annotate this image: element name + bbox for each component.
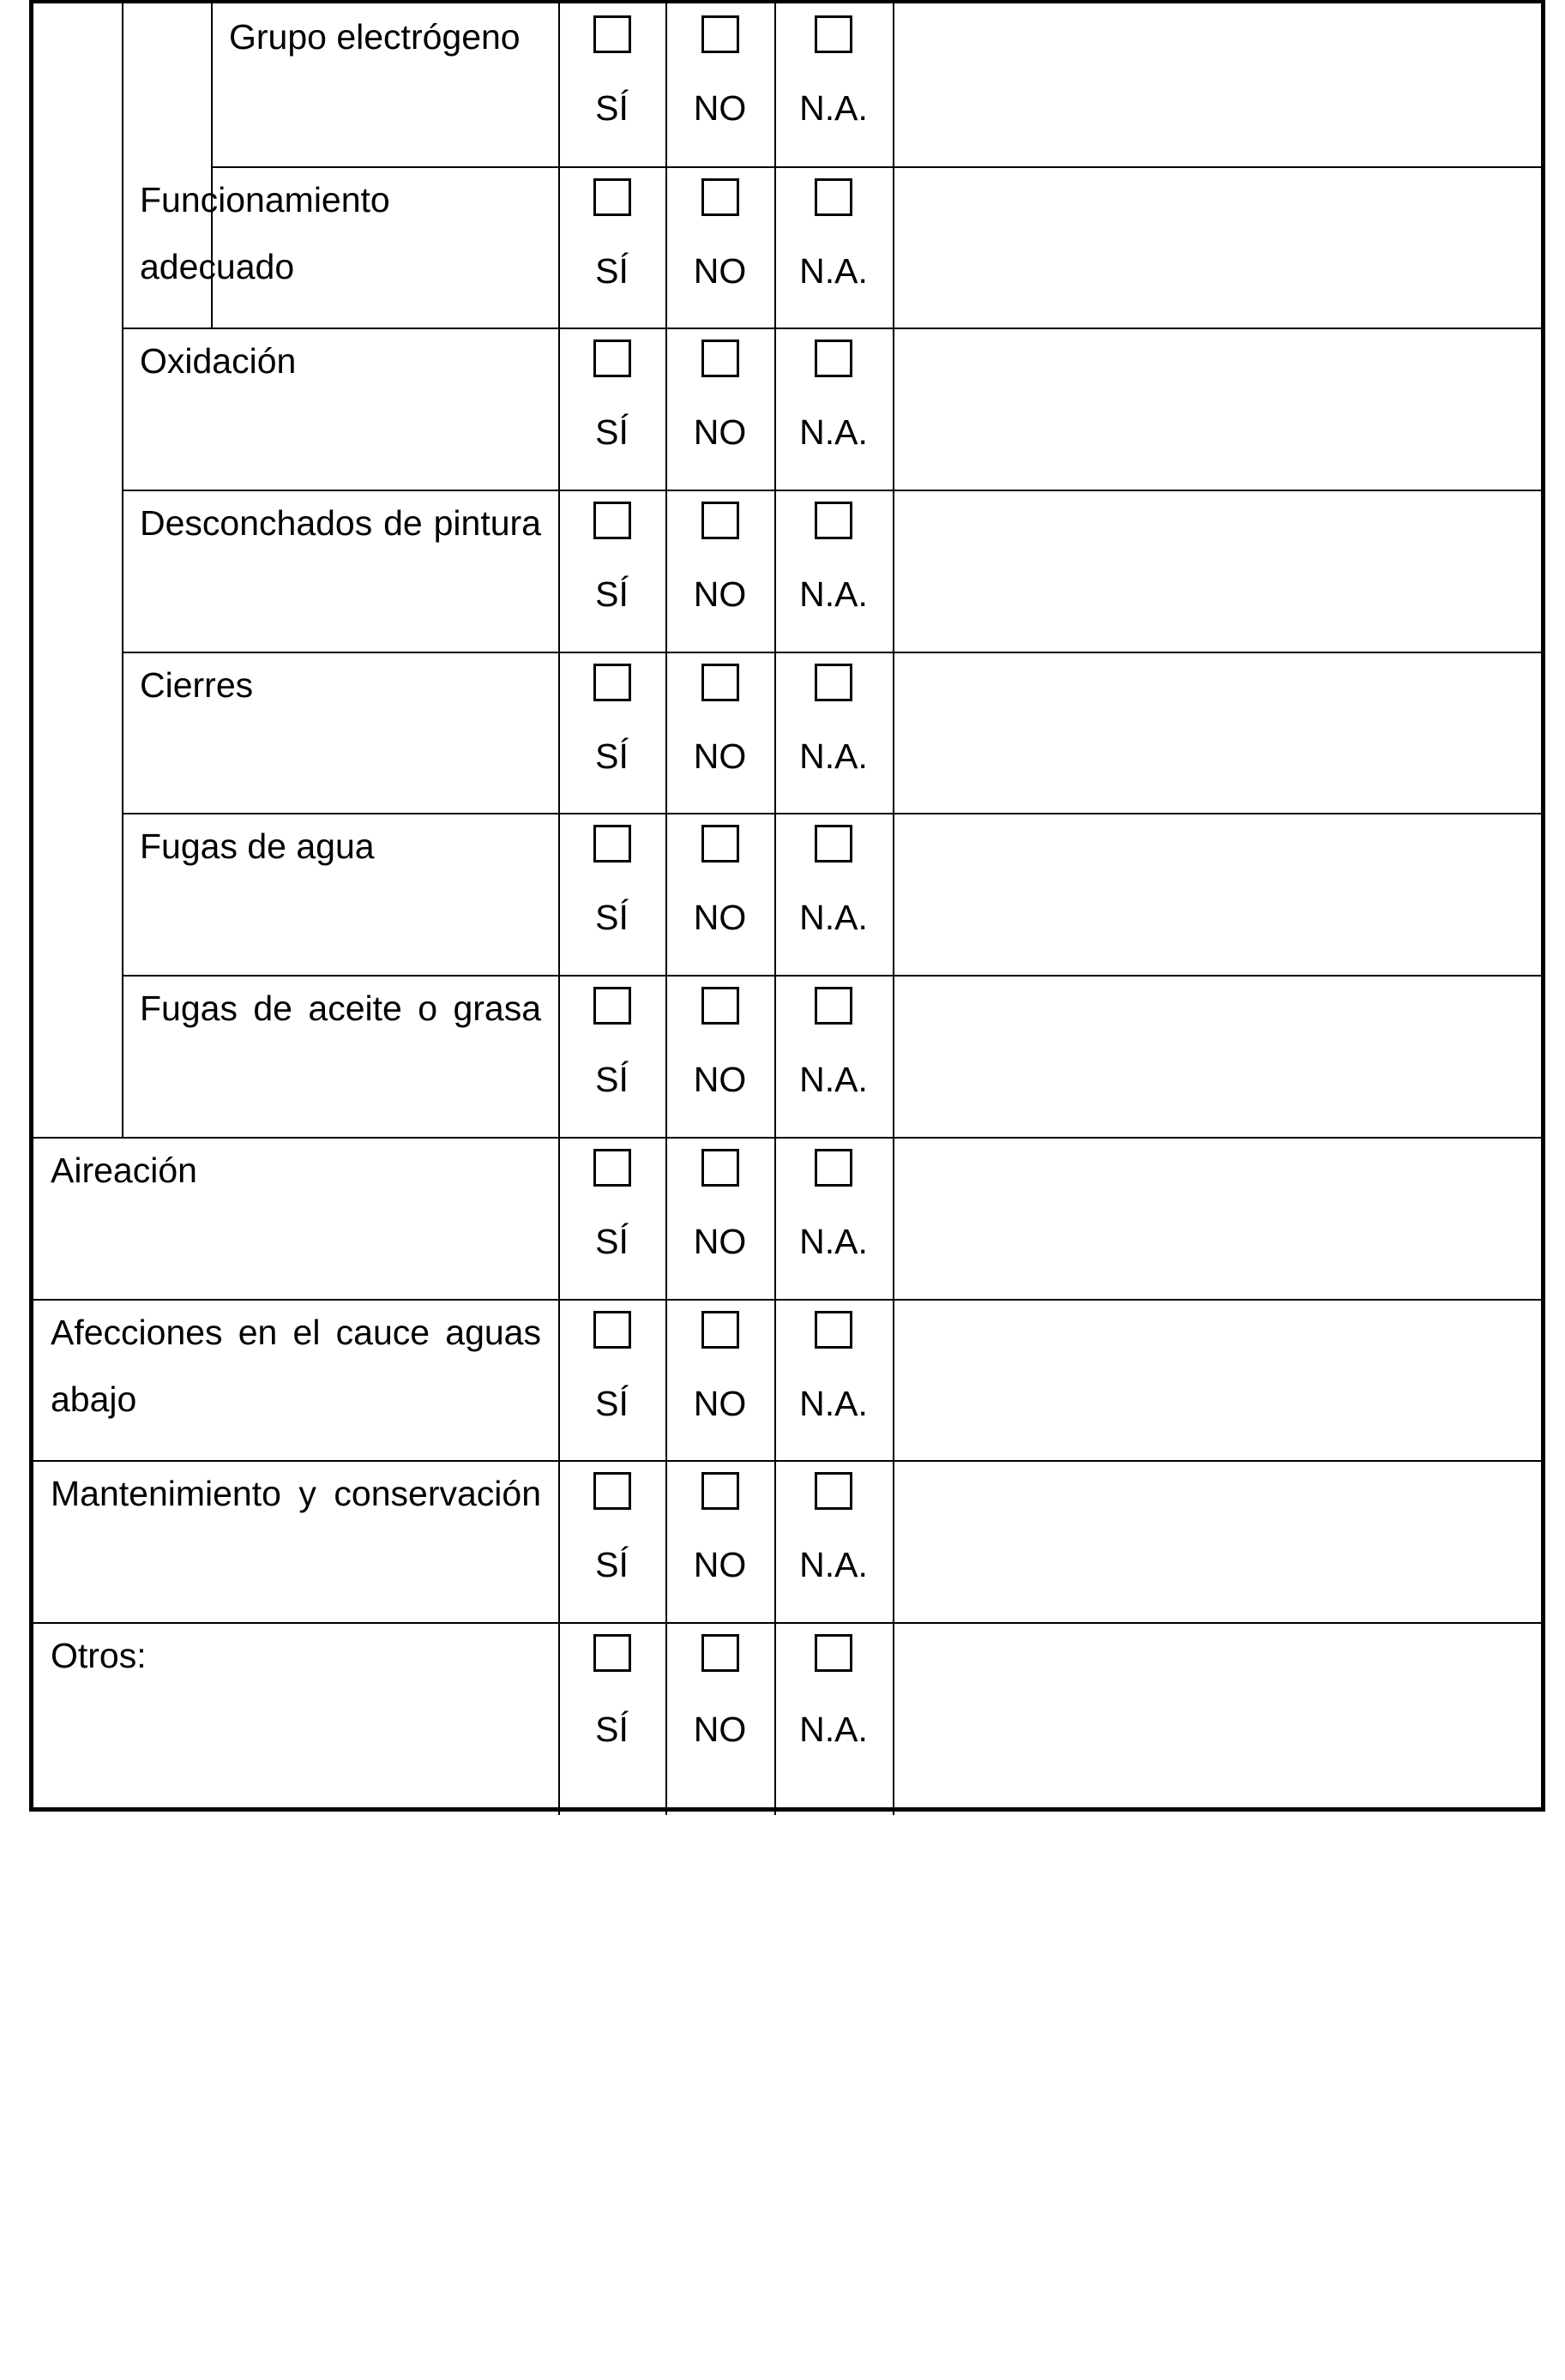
option-label-si: SÍ — [595, 574, 629, 614]
option-label-na: N.A. — [799, 1384, 868, 1423]
option-label-si: SÍ — [595, 251, 629, 291]
option-label-na: N.A. — [799, 1545, 868, 1584]
checkbox-no[interactable] — [701, 664, 739, 701]
option-label-na: N.A. — [799, 1710, 868, 1749]
checkbox-na[interactable] — [815, 1311, 852, 1349]
checkbox-na[interactable] — [815, 825, 852, 862]
checkbox-na[interactable] — [815, 1149, 852, 1187]
option-label-no: NO — [693, 88, 747, 128]
checkbox-na[interactable] — [815, 340, 852, 377]
row-label: Fugas de aceite o grasa — [140, 989, 541, 1028]
checkbox-si[interactable] — [593, 987, 631, 1025]
checkbox-si[interactable] — [593, 15, 631, 53]
checkbox-na[interactable] — [815, 1472, 852, 1510]
option-label-no: NO — [693, 574, 747, 614]
checkbox-si[interactable] — [593, 825, 631, 862]
checkbox-no[interactable] — [701, 987, 739, 1025]
option-label-no: NO — [693, 1545, 747, 1584]
checkbox-no[interactable] — [701, 1149, 739, 1187]
checkbox-na[interactable] — [815, 987, 852, 1025]
row-label: Oxidación — [140, 341, 297, 381]
row-label: Funcionamiento adecuado — [140, 180, 390, 286]
checkbox-na[interactable] — [815, 1634, 852, 1672]
row-label: Fugas de agua — [140, 826, 375, 866]
option-label-si: SÍ — [595, 1060, 629, 1099]
option-label-na: N.A. — [799, 736, 868, 776]
row-label: Desconchados de pintura — [140, 503, 541, 543]
option-label-no: NO — [693, 1060, 747, 1099]
option-label-na: N.A. — [799, 1222, 868, 1261]
option-label-no: NO — [693, 251, 747, 291]
checkbox-na[interactable] — [815, 664, 852, 701]
checkbox-si[interactable] — [593, 340, 631, 377]
inspection-table — [29, 0, 1545, 1812]
option-label-si: SÍ — [595, 1222, 629, 1261]
option-label-si: SÍ — [595, 736, 629, 776]
checkbox-na[interactable] — [815, 502, 852, 539]
checkbox-si[interactable] — [593, 178, 631, 216]
table-rule — [893, 3, 894, 1815]
row-label: Otros: — [51, 1636, 147, 1675]
checkbox-na[interactable] — [815, 15, 852, 53]
table-rule — [122, 3, 123, 1137]
checkbox-na[interactable] — [815, 178, 852, 216]
row-label: Cierres — [140, 665, 254, 705]
option-label-no: NO — [693, 736, 747, 776]
option-label-na: N.A. — [799, 412, 868, 452]
option-label-na: N.A. — [799, 88, 868, 128]
option-label-na: N.A. — [799, 1060, 868, 1099]
checkbox-si[interactable] — [593, 664, 631, 701]
option-label-no: NO — [693, 898, 747, 937]
checkbox-no[interactable] — [701, 825, 739, 862]
checkbox-si[interactable] — [593, 502, 631, 539]
row-label: Mantenimiento y conservación — [51, 1474, 541, 1513]
checkbox-no[interactable] — [701, 1634, 739, 1672]
table-rule — [774, 3, 776, 1815]
option-label-no: NO — [693, 1384, 747, 1423]
option-label-si: SÍ — [595, 412, 629, 452]
option-label-na: N.A. — [799, 574, 868, 614]
option-label-si: SÍ — [595, 1384, 629, 1423]
option-label-si: SÍ — [595, 88, 629, 128]
checkbox-no[interactable] — [701, 1472, 739, 1510]
row-label: Aireación — [51, 1151, 197, 1190]
option-label-no: NO — [693, 412, 747, 452]
row-label: Afecciones en el cauce aguas abajo — [51, 1313, 541, 1419]
option-label-si: SÍ — [595, 1545, 629, 1584]
option-label-no: NO — [693, 1710, 747, 1749]
row-label: Grupo electrógeno — [229, 17, 521, 57]
option-label-na: N.A. — [799, 251, 868, 291]
table-rule — [665, 3, 667, 1815]
option-label-si: SÍ — [595, 1710, 629, 1749]
checkbox-si[interactable] — [593, 1634, 631, 1672]
option-label-no: NO — [693, 1222, 747, 1261]
option-label-na: N.A. — [799, 898, 868, 937]
checkbox-si[interactable] — [593, 1149, 631, 1187]
checkbox-no[interactable] — [701, 15, 739, 53]
checkbox-no[interactable] — [701, 178, 739, 216]
checkbox-si[interactable] — [593, 1311, 631, 1349]
checkbox-si[interactable] — [593, 1472, 631, 1510]
option-label-si: SÍ — [595, 898, 629, 937]
checkbox-no[interactable] — [701, 340, 739, 377]
checkbox-no[interactable] — [701, 502, 739, 539]
checkbox-no[interactable] — [701, 1311, 739, 1349]
